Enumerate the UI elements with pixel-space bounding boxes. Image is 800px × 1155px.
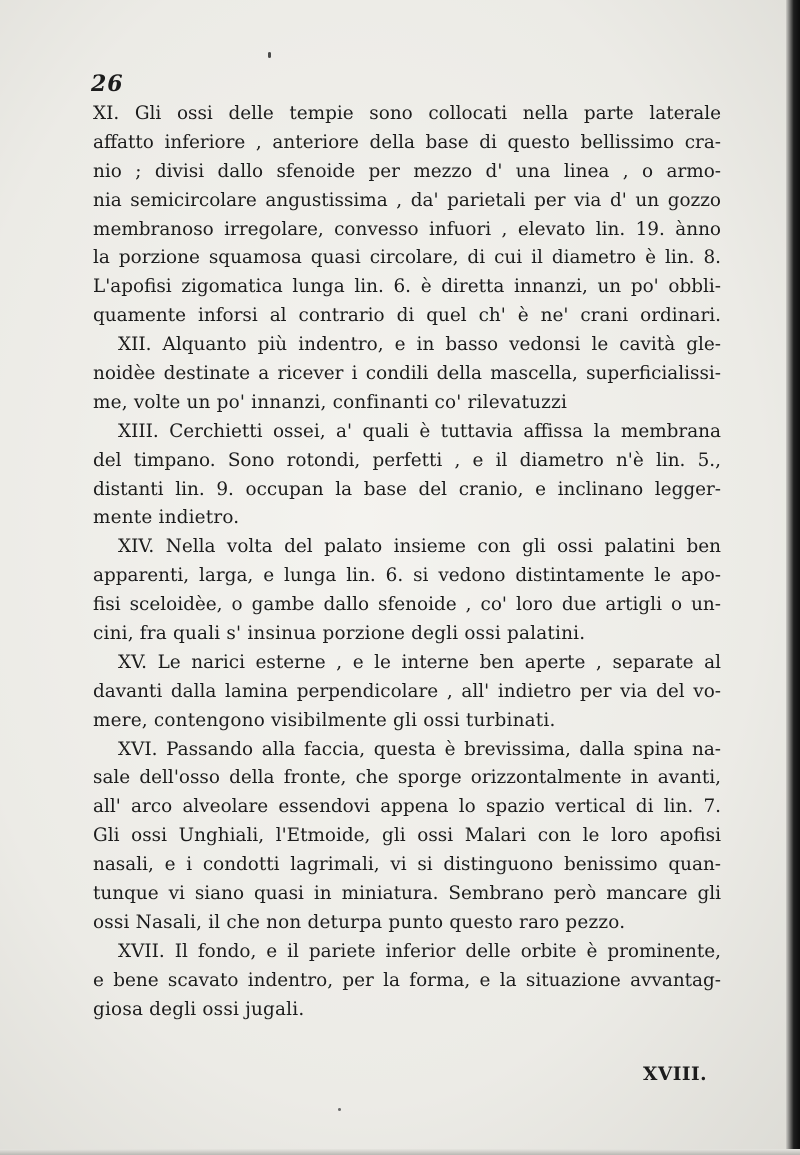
text-line: membranoso irregolare, convesso infuori , elevato lin. 19. ànno <box>93 218 721 240</box>
text-line: fisi sceloidèe, o gambe dallo sfenoide , co' loro due artigli o un- <box>93 594 721 616</box>
text-line: quamente inforsi al contrario di quel ch' è ne' crani ordinari. <box>93 305 721 327</box>
body-text <box>93 100 721 1025</box>
text-line: e bene scavato indentro, per la forma, e la situazione avvantag- <box>93 969 721 991</box>
page-binding-edge <box>786 0 800 1155</box>
text-line: XI. Gli ossi delle tempie sono collocati nella parte laterale <box>93 103 721 124</box>
text-line: apparenti, larga, e lunga lin. 6. si vedono distintamente le apo- <box>93 565 721 587</box>
page-number: 26 <box>91 71 124 97</box>
text-line: me, volte un po' innanzi, confinanti co' rilevatuzzi <box>93 391 568 413</box>
text-line: nio ; divisi dallo sfenoide per mezzo d' una linea , o armo- <box>93 160 721 182</box>
text-line: Gli ossi Unghiali, l'Etmoide, gli ossi Malari con le loro apofisi <box>93 825 721 847</box>
text-line: del timpano. Sono rotondi, perfetti , e il diametro n'è lin. 5., <box>93 449 721 471</box>
text-line: mere, contengono visibilmente gli ossi turbinati. <box>93 709 556 731</box>
text-line: distanti lin. 9. occupan la base del cranio, e inclinano legger- <box>93 478 721 500</box>
text-line: XIV. Nella volta del palato insieme con gli ossi palatini ben <box>118 536 721 558</box>
text-line: cini, fra quali s' insinua porzione degli ossi palatini. <box>93 623 586 645</box>
text-line: tunque vi siano quasi in miniatura. Sembrano però mancare gli <box>93 883 721 905</box>
ink-speck <box>338 1108 341 1111</box>
text-line: XV. Le narici esterne , e le interne ben aperte , separate al <box>118 651 721 673</box>
text-line: giosa degli ossi jugali. <box>93 998 305 1020</box>
page-bottom-edge <box>0 1149 800 1155</box>
text-line: XII. Alquanto più indentro, e in basso vedonsi le cavità gle- <box>118 334 721 356</box>
text-line: ossi Nasali, il che non deturpa punto questo raro pezzo. <box>93 911 626 933</box>
text-line: noidèe destinate a ricever i condili della mascella, superficialissi- <box>93 363 721 385</box>
text-line: nasali, e i condotti lagrimali, vi si distinguono benissimo quan- <box>93 854 721 876</box>
text-line: davanti dalla lamina perpendicolare , all' indietro per via del vo- <box>93 680 721 702</box>
text-line: sale dell'osso della fronte, che sporge orizzontalmente in avanti, <box>93 767 721 789</box>
text-line: mente indietro. <box>93 507 240 529</box>
catchword: XVIII. <box>643 1064 708 1085</box>
text-line: L'apofisi zigomatica lunga lin. 6. è diretta innanzi, un po' obbli- <box>93 276 721 298</box>
text-line: XVI. Passando alla faccia, questa è brevissima, dalla spina na- <box>118 738 721 760</box>
text-line: la porzione squamosa quasi circolare, di cui il diametro è lin. 8. <box>93 247 721 269</box>
ink-speck <box>268 52 271 58</box>
text-line: all' arco alveolare essendovi appena lo spazio vertical di lin. 7. <box>93 796 721 818</box>
text-line: nia semicircolare angustissima , da' parietali per via d' un gozzo <box>93 189 721 211</box>
text-line: XIII. Cerchietti ossei, a' quali è tuttavia affissa la membrana <box>118 420 721 442</box>
text-line: XVII. Il fondo, e il pariete inferior delle orbite è prominente, <box>118 940 721 962</box>
text-line: affatto inferiore , anteriore della base di questo bellissimo cra- <box>93 131 721 153</box>
